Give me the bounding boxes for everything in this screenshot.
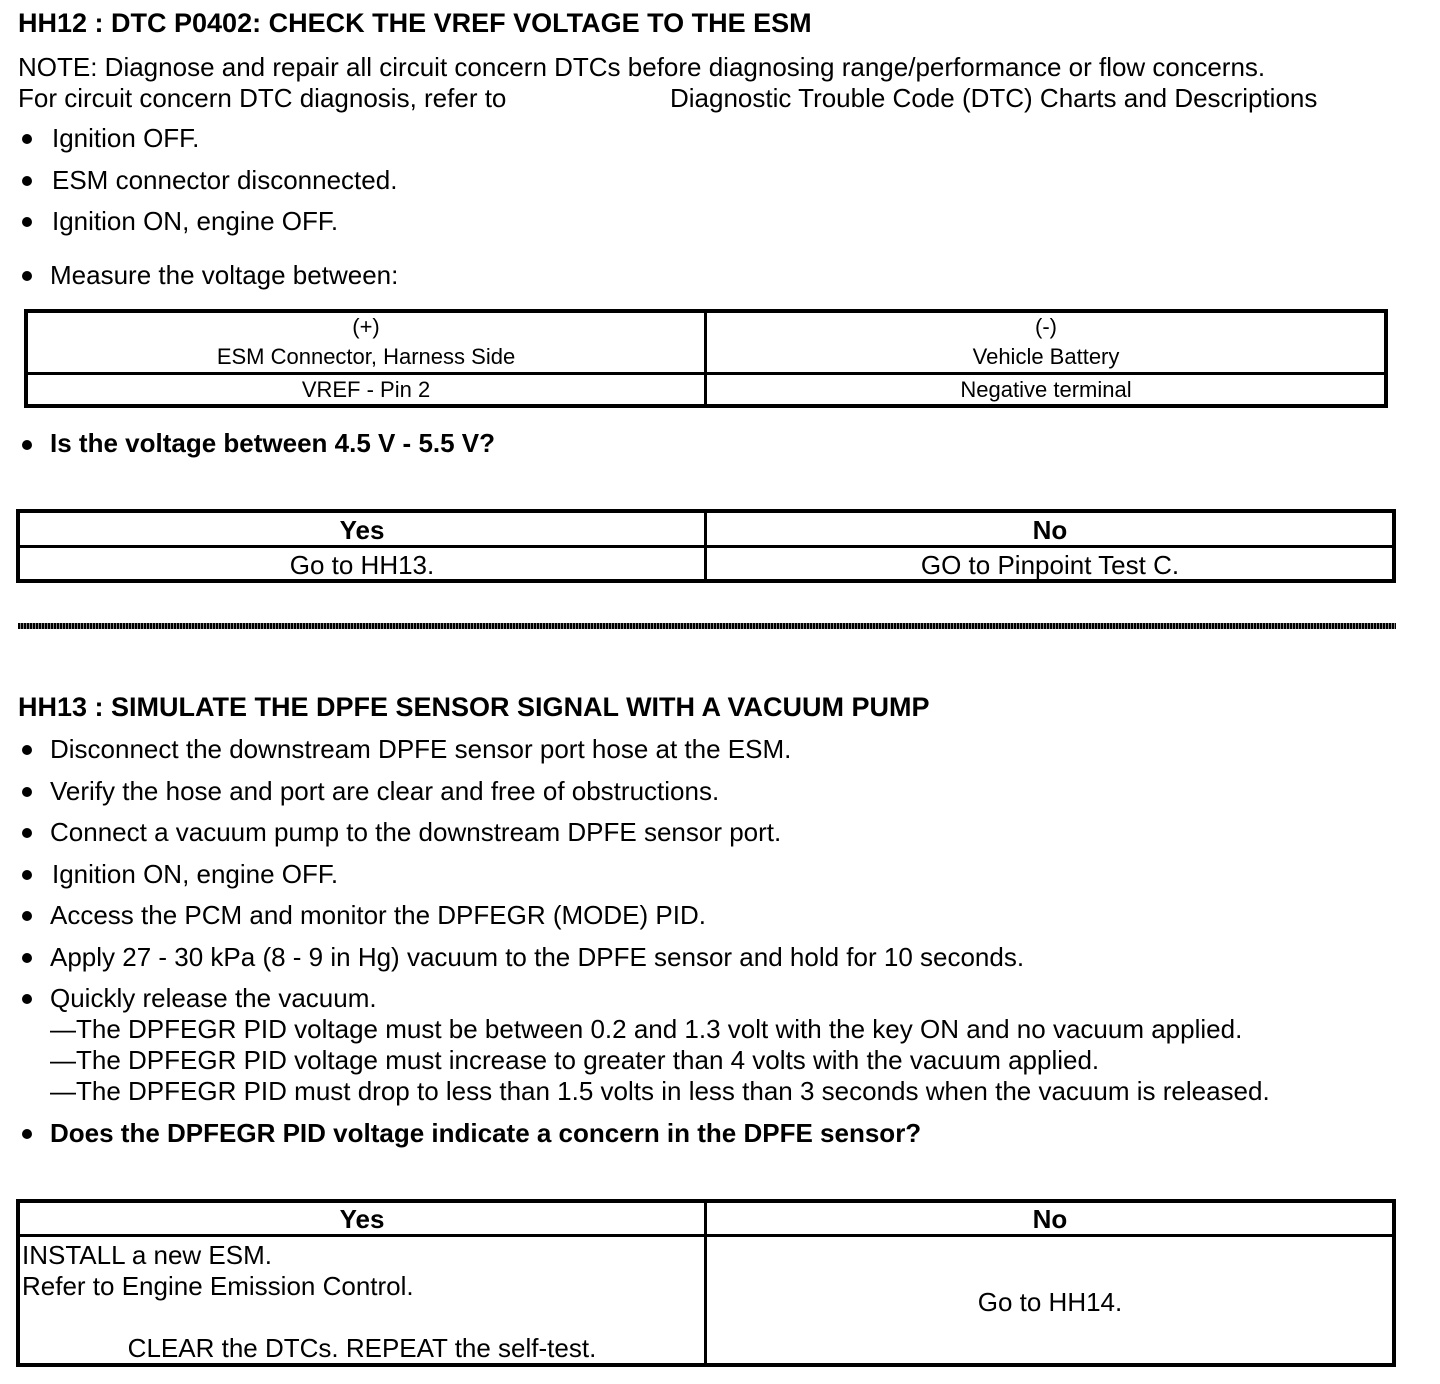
hh13-step: Disconnect the downstream DPFE sensor port hose at the ESM.	[50, 734, 792, 764]
measure-row1-col2: Negative terminal	[960, 377, 1132, 402]
hh13-yes-line3: CLEAR the DTCs. REPEAT the self-test.	[127, 1333, 597, 1363]
bullet-icon	[22, 994, 32, 1004]
hh13-no-header: No	[1032, 1204, 1068, 1234]
bullet-icon	[22, 870, 32, 880]
hh13-yes-line2[interactable]: Refer to Engine Emission Control.	[22, 1271, 414, 1301]
hh12-question: Is the voltage between 4.5 V - 5.5 V?	[50, 428, 496, 458]
hh12-no-header: No	[1032, 515, 1068, 545]
measure-col1-sign: (+)	[352, 314, 380, 339]
hh13-step: Apply 27 - 30 kPa (8 - 9 in Hg) vacuum to the DPFE sensor and hold for 10 seconds.	[50, 942, 1025, 972]
hh12-note-link[interactable]: Diagnostic Trouble Code (DTC) Charts and Descriptions	[670, 83, 1318, 113]
hh12-step: Measure the voltage between:	[50, 260, 399, 290]
hh12-step: ESM connector disconnected.	[52, 165, 398, 195]
bullet-icon	[22, 787, 32, 797]
hh12-step: Ignition OFF.	[52, 123, 200, 153]
bullet-icon	[22, 440, 32, 450]
hh13-question: Does the DPFEGR PID voltage indicate a concern in the DPFE sensor?	[50, 1118, 922, 1148]
measure-row1-col1: VREF - Pin 2	[301, 377, 431, 402]
bullet-icon	[22, 1129, 32, 1139]
measure-col2-header: Vehicle Battery	[972, 344, 1120, 369]
section-separator	[18, 623, 1396, 629]
hh13-step: Connect a vacuum pump to the downstream DPFE sensor port.	[50, 817, 782, 847]
hh13-step: Ignition ON, engine OFF.	[52, 859, 339, 889]
hh13-step: Access the PCM and monitor the DPFEGR (MODE) PID.	[50, 900, 706, 930]
hh12-note-line1: NOTE: Diagnose and repair all circuit concern DTCs before diagnosing range/performance or flow concerns.	[18, 52, 1266, 82]
hh12-step: Ignition ON, engine OFF.	[52, 206, 339, 236]
hh13-yes-header: Yes	[339, 1204, 385, 1234]
hh13-no-action[interactable]: Go to HH14.	[977, 1287, 1123, 1317]
measure-table-row-divider	[26, 372, 1386, 375]
hh12-title: HH12 : DTC P0402: CHECK THE VREF VOLTAGE TO THE ESM	[18, 8, 812, 38]
hh12-no-action[interactable]: GO to Pinpoint Test C.	[920, 550, 1180, 580]
hh12-note-line2-a: For circuit concern DTC diagnosis, refer to	[18, 83, 507, 113]
bullet-icon	[22, 828, 32, 838]
measure-col2-sign: (-)	[1035, 314, 1057, 339]
hh13-step: Verify the hose and port are clear and free of obstructions.	[50, 776, 720, 806]
hh13-yes-line1: INSTALL a new ESM.	[22, 1240, 272, 1270]
bullet-icon	[22, 176, 32, 186]
bullet-icon	[22, 134, 32, 144]
hh12-yes-header: Yes	[339, 515, 385, 545]
hh13-sub-step: —The DPFEGR PID must drop to less than 1.5 volts in less than 3 seconds when the vacuum is released.	[50, 1076, 1270, 1106]
bullet-icon	[22, 911, 32, 921]
hh13-step: Quickly release the vacuum.	[50, 983, 377, 1013]
bullet-icon	[22, 271, 32, 281]
measure-col1-header: ESM Connector, Harness Side	[216, 344, 516, 369]
hh13-sub-step: —The DPFEGR PID voltage must be between 0.2 and 1.3 volt with the key ON and no vacuum applied.	[50, 1014, 1243, 1044]
bullet-icon	[22, 217, 32, 227]
hh13-title: HH13 : SIMULATE THE DPFE SENSOR SIGNAL WITH A VACUUM PUMP	[18, 692, 930, 722]
hh13-sub-step: —The DPFEGR PID voltage must increase to greater than 4 volts with the vacuum applied.	[50, 1045, 1100, 1075]
hh12-yes-action[interactable]: Go to HH13.	[289, 550, 435, 580]
bullet-icon	[22, 745, 32, 755]
bullet-icon	[22, 953, 32, 963]
